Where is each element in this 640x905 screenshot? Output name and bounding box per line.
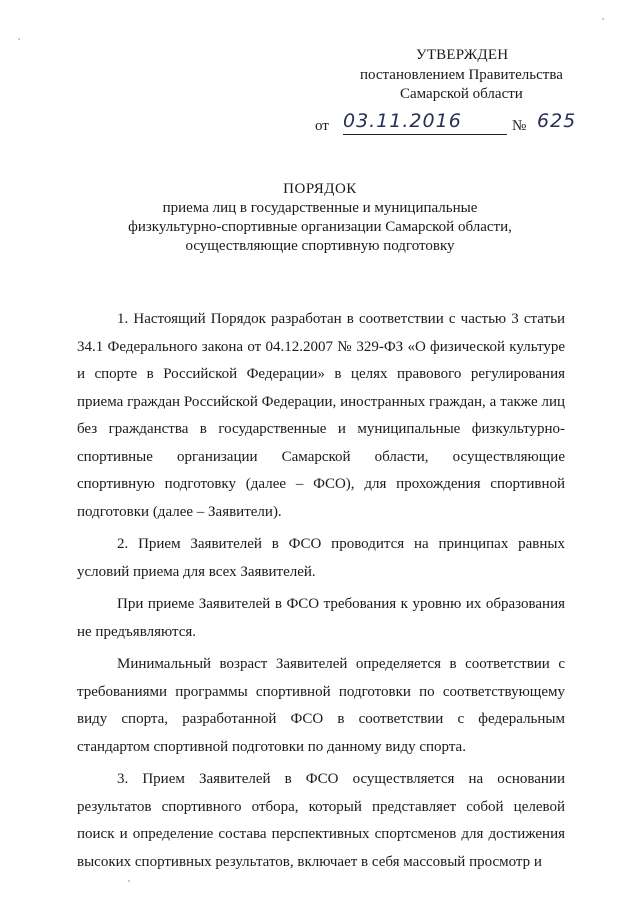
decree-reference — [315, 112, 585, 136]
document-body — [77, 306, 565, 881]
document-subtitle-line: физкультурно-спортивные организации Самарской области, — [128, 219, 512, 235]
approval-title: УТВЕРЖДЕН — [416, 47, 509, 63]
approval-line-2: Самарской области — [400, 86, 523, 102]
approval-line-1: постановлением Правительства — [360, 67, 563, 83]
paragraph-2: 2. Прием Заявителей в ФСО проводится на принципах равных условий приема для всех Заявителей. — [77, 536, 565, 580]
paragraph-3: При приеме Заявителей в ФСО требования к уровню их образования не предъявляются. — [77, 596, 565, 640]
document-subtitle-line: приема лиц в государственные и муниципальные — [162, 200, 478, 216]
decree-date-field — [343, 112, 507, 135]
decree-prefix: от — [315, 118, 329, 134]
paragraph-1: 1. Настоящий Порядок разработан в соответствии с частью 3 статьи 34.1 Федерального закона от 04.12.2007 № 329-ФЗ «О физической культуре и спорте в Российской Федерации» в целях правового регулирования приема граждан Российской Федерации, иностранных граждан, а также лиц без гражданства в государственные и муниципальные физкультурно-спортивные организации Самарской области, осуществляющие спортивную подготовку (далее – ФСО), для прохождения спортивной подготовки (далее – Заявители). — [77, 311, 565, 520]
decree-date: 03.11.2016 — [343, 110, 462, 132]
decree-number-sign: № — [512, 118, 527, 134]
decree-number: 625 — [537, 110, 577, 132]
paragraph-5: 3. Прием Заявителей в ФСО осуществляется на основании результатов спортивного отбора, который представляет собой целевой поиск и определение состава перспективных спортсменов для достижения высоких спортивных результатов, включает в себя массовый просмотр и — [77, 771, 565, 870]
document-heading — [80, 180, 560, 256]
paragraph-4: Минимальный возраст Заявителей определяется в соответствии с требованиями программы спортивной подготовки по соответствующему виду спорта, разработанной ФСО в соответствии с федеральным стандартом спортивной подготовки по данному виду спорта. — [77, 656, 565, 755]
document-subtitle-line: осуществляющие спортивную подготовку — [185, 238, 455, 254]
document-title: ПОРЯДОК — [283, 181, 357, 197]
scan-speck — [18, 38, 20, 40]
scan-speck — [602, 18, 604, 20]
